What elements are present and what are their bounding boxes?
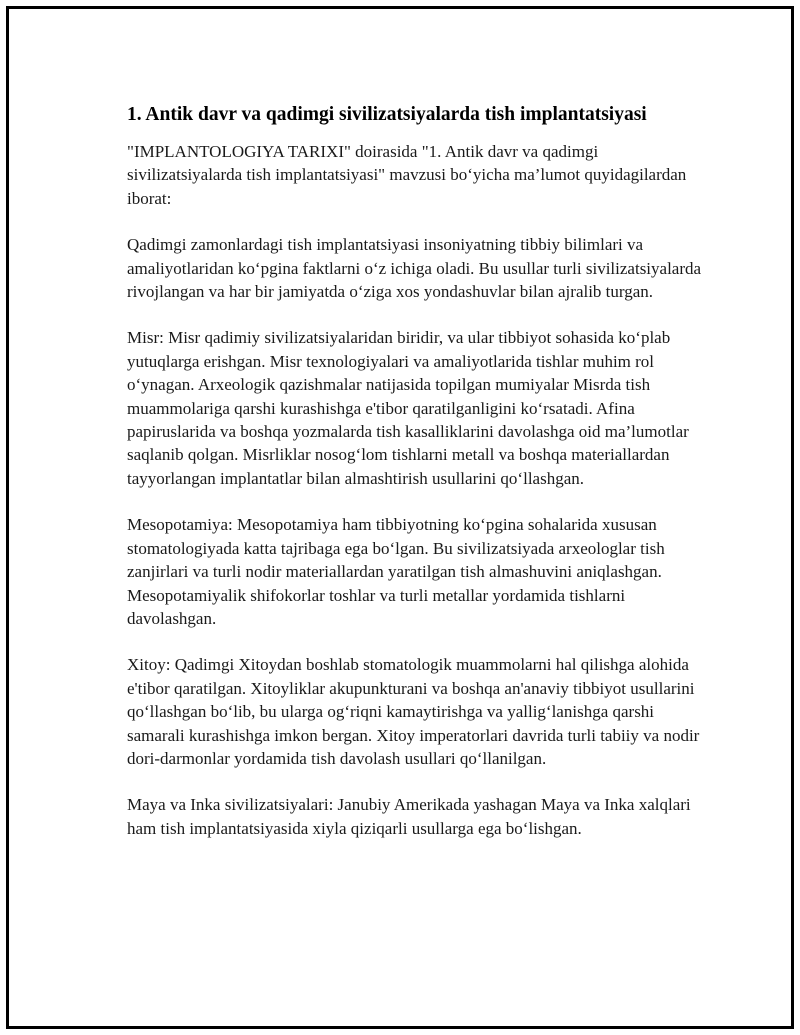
mesopotamia-paragraph: Mesopotamiya: Mesopotamiya ham tibbiyotning ko‘pgina sohalarida xususan stomatologiyada katta tajribaga ega bo‘lgan. Bu sivilizatsiyada arxeologlar tish zanjirlari va turli nodir materiallardan yaratilgan tish almashuvini aniqlashgan. Mesopotamiyalik shifokorlar toshlar va turli metallar yordamida tishlarni davolashgan. (127, 515, 665, 628)
china-paragraph: Xitoy: Qadimgi Xitoydan boshlab stomatologik muammolarni hal qilishga alohida e'tibor qaratilgan. Xitoyliklar akupunkturani va boshqa an'anaviy tibbiyot usullarini qo‘llashgan bo‘lib, bu ularga og‘riqni kamaytirishga va yallig‘lanishga qarshi samarali kurashishga imkon bergan. Xitoy imperatorlari davrida turli tabiiy va nodir dori-darmonlar yordamida tish davolash usullari qo‘llanilgan. (127, 655, 700, 768)
document-body (127, 102, 707, 863)
page-frame (6, 6, 794, 1029)
document-heading: 1. Antik davr va qadimgi sivilizatsiyalarda tish implantatsiyasi (127, 104, 647, 125)
overview-paragraph: Qadimgi zamonlardagi tish implantatsiyasi insoniyatning tibbiy bilimlari va amaliyotlaridan ko‘pgina faktlarni o‘z ichiga oladi. Bu usullar turli sivilizatsiyalarda rivojlangan va har bir jamiyatda o‘ziga xos yondashuvlar bilan ajralib turgan. (127, 235, 702, 302)
intro-paragraph: "IMPLANTOLOGIYA TARIXI" doirasida "1. Antik davr va qadimgi sivilizatsiyalarda tish implantatsiyasi" mavzusi bo‘yicha ma’lumot quyidagilardan iborat: (127, 142, 687, 208)
egypt-paragraph: Misr: Misr qadimiy sivilizatsiyalaridan biridir, va ular tibbiyot sohasida ko‘plab yutuqlarga erishgan. Misr texnologiyalari va amaliyotlarida tishlar muhim rol o‘ynagan. Arxeologik qazishmalar natijasida topilgan mumiyalar Misrda tish muammolariga qarshi kurashishga e'tibor qaratilganligini ko‘rsatadi. Afina papiruslarida va boshqa yozmalarda tish kasalliklarini davolashga oid ma’lumotlar saqlanib qolgan. Misrliklar nosog‘lom tishlarni metall va boshqa materiallardan tayyorlangan implantatlar bilan almashtirish usullarini qo‘llashgan. (127, 328, 689, 488)
maya-inca-paragraph: Maya va Inka sivilizatsiyalari: Janubiy Amerikada yashagan Maya va Inka xalqlari ham tish implantatsiyasida xiyla qiziqarli usullarga ega bo‘lishgan. (127, 795, 691, 838)
